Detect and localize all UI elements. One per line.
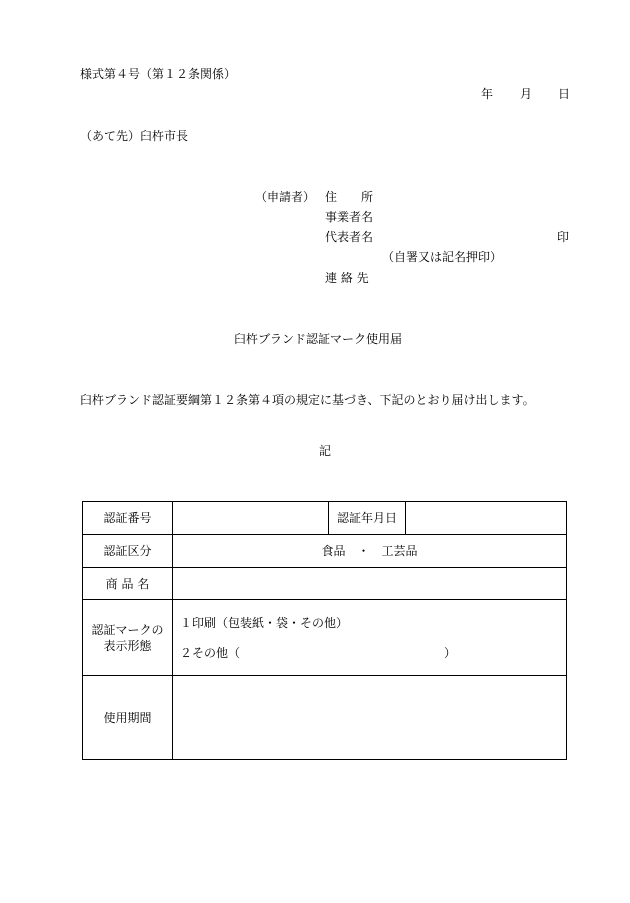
usage-period-field[interactable] [173, 676, 567, 760]
table-row-usage-period [83, 676, 567, 760]
cert-number-field[interactable] [173, 502, 329, 535]
usage-period-label: 使用期間 [83, 676, 173, 760]
ki-heading: 記 [319, 444, 332, 458]
representative-label: 代表者名 [325, 230, 374, 244]
date-month-label: 月 [520, 87, 533, 101]
body-text: 臼杵ブランド認証要綱第１２条第４項の規定に基づき、下記のとおり届け出します。 [80, 393, 535, 407]
seal-note: （自署又は記名押印） [382, 250, 503, 264]
contact-label: 連 絡 先 [325, 271, 369, 285]
applicant-heading: （申請者） [255, 190, 316, 204]
product-name-field[interactable] [173, 568, 567, 600]
cert-category-label: 認証区分 [83, 535, 173, 568]
date-day-label: 日 [558, 87, 571, 101]
display-form-options [173, 600, 567, 676]
address-label: 住 所 [325, 190, 374, 204]
cert-date-field[interactable] [406, 502, 567, 535]
display-option-other[interactable]: ２その他（ ） [180, 645, 457, 660]
display-form-label [83, 600, 173, 676]
date-year-label: 年 [481, 87, 494, 101]
seal-mark: 印 [557, 230, 570, 244]
cert-number-label: 認証番号 [83, 502, 173, 535]
display-form-label-line-1: 認証マークの [91, 622, 164, 637]
table-row-display-form [83, 600, 567, 676]
business-name-label: 事業者名 [325, 210, 374, 224]
display-option-print[interactable]: １印刷（包装紙・袋・その他） [180, 615, 349, 630]
table-row-product-name [83, 568, 567, 600]
form-number: 様式第４号（第１２条関係） [80, 67, 237, 81]
usage-form-table [82, 501, 567, 760]
product-name-label: 商 品 名 [83, 568, 173, 600]
addressee: （あて先）臼杵市長 [80, 129, 189, 143]
table-row-cert-number [83, 502, 567, 535]
cert-date-label: 認証年月日 [329, 502, 406, 535]
table-row-cert-category [83, 535, 567, 568]
document-title: 臼杵ブランド認証マーク使用届 [234, 332, 403, 346]
display-form-label-line-2: 表示形態 [103, 638, 152, 653]
cert-category-value[interactable]: 食品 ・ 工芸品 [173, 535, 567, 568]
